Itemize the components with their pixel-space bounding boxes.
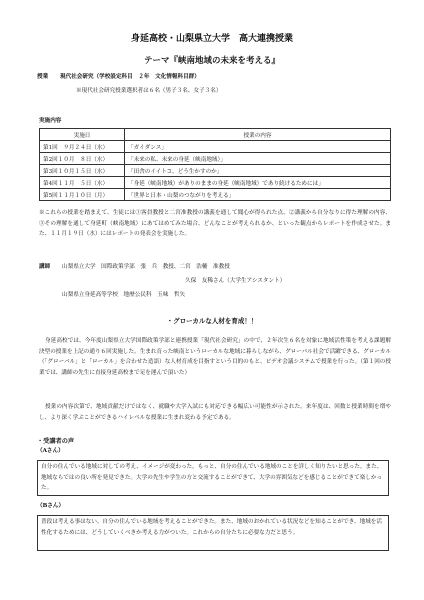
schedule-table — [39, 128, 391, 201]
lecturer-line-1: 山梨県立大学 国際政策学部 張 兵 教授、二宮 浩輔 准教授 — [62, 264, 230, 270]
column-header-date: 実施日 — [40, 129, 125, 141]
glocal-paragraph-1: 身延高校では、今年度山梨県立大学国際政策学部と連携授業「現代社会研究」の中で、２年次生６名を対象に地域活性策を考える課題解決型の授業を上記の通り６回実施した。生まれ育った峡南というローカルな地域に暮らしながら、グローバル社会で活躍できる、グローカル（「グローバル」と「ローカル」を合わせた造語）な人材育成を目指すという目的のもと、ビデオ会議システムで授業を行った。（第１回の授業では、講師の先生に直接身延高校まで足を運んで頂いた） — [39, 338, 391, 376]
schedule-heading: 実施内容 — [39, 118, 62, 124]
row-date: 第4回１１月 ５日（水） — [40, 177, 125, 189]
row-date: 第1回 ９月２４日（水） — [40, 141, 125, 153]
voice-b-label: （Bさん） — [37, 503, 65, 509]
table-row — [40, 153, 391, 165]
voices-heading: ・受講者の声 — [37, 438, 75, 445]
row-content: 「世界と日本・山梨のつながりを考える」 — [125, 189, 391, 201]
table-row — [40, 165, 391, 177]
glocal-heading: ・グローカルな人材を育成！！ — [166, 317, 258, 325]
lecturer-line-2: 久保 友稀さん（大学生アシスタント） — [185, 278, 286, 284]
document-title: 身延高校・山梨県立大学 高大連携授業 — [130, 34, 293, 44]
voice-a-label: （Aさん） — [37, 448, 64, 454]
row-date: 第2回１０月 ８日（水） — [40, 153, 125, 165]
row-date: 第5回１１月１０日（月） — [40, 189, 125, 201]
theme-title: テーマ『峡南地域の未来を考える』 — [143, 56, 280, 66]
course-label: 授業 — [37, 74, 49, 80]
table-row — [40, 189, 391, 201]
glocal-paragraph-2: 授業の内容次第で、地域貢献だけではなく、就職や大学入試にも対応できる幅広い可能性が示された。来年度は、回数と授業時間を増やし、より深く学ぶことができるハイレベルな授業に生まれ変わる予定である。 — [39, 404, 391, 421]
voice-a-box: 自分の住んでいる地域に対しての考え、イメージが変わった。もっと、自分の住んでいる地域のことを詳しく知りたいと思った。また、地域ならではの良い所を発見できた。大学の先生や学生の方と交流することができて、大学の雰囲気などを感じることができて楽しかった。 — [37, 460, 389, 496]
row-date: 第3回１０月１５日（水） — [40, 165, 125, 177]
voice-b-box: 普段は考える事はない、自分の住んでいる地域を考えることができた。また、地域のおかれている状況などを知ることができ、地域を活性化するためには、どうしていくべきか考える力がついた。これからの自分たちに必要な力だと思う。 — [37, 515, 389, 551]
table-row — [40, 141, 391, 153]
lecturer-line-3: 山梨県立身延高等学校 地歴公民科 玉味 哲矢 — [62, 292, 186, 298]
column-header-content: 授業の内容 — [125, 129, 391, 141]
course-name: 現代社会研究（学校設定科目 ２年 文化情報科目群） — [60, 74, 200, 80]
row-content: 「ガイダンス」 — [125, 141, 391, 153]
row-content: 「身延（峡南地域）がありのままの身延（峡南地域）であり続けるためには」 — [125, 177, 391, 189]
row-content: 「未来の私、未来の身延（峡南地域）」 — [125, 153, 391, 165]
lecturers-label: 講師 — [39, 264, 51, 270]
row-content: 「田舎のイイトコ、どう生かすのか」 — [125, 165, 391, 177]
table-header-row — [40, 129, 391, 141]
schedule-footnote: ※これらの授業を踏まえて、生徒には①客員教授と二宮准教授の講義を通して聞心が得られた点、②講義から自分なりに得た理解の内容、③その理解を通して身延町（峡南地域）にあてはめてみた場合、どんなことが考えられるか、といった観点からレポートを作成させた。また、１１月１９日（水）にはレポートの発表会を実施した。 — [39, 210, 391, 237]
course-note: ※現代社会研究授業選択者は６名（男子３名、女子３名） — [76, 88, 222, 94]
table-row — [40, 177, 391, 189]
